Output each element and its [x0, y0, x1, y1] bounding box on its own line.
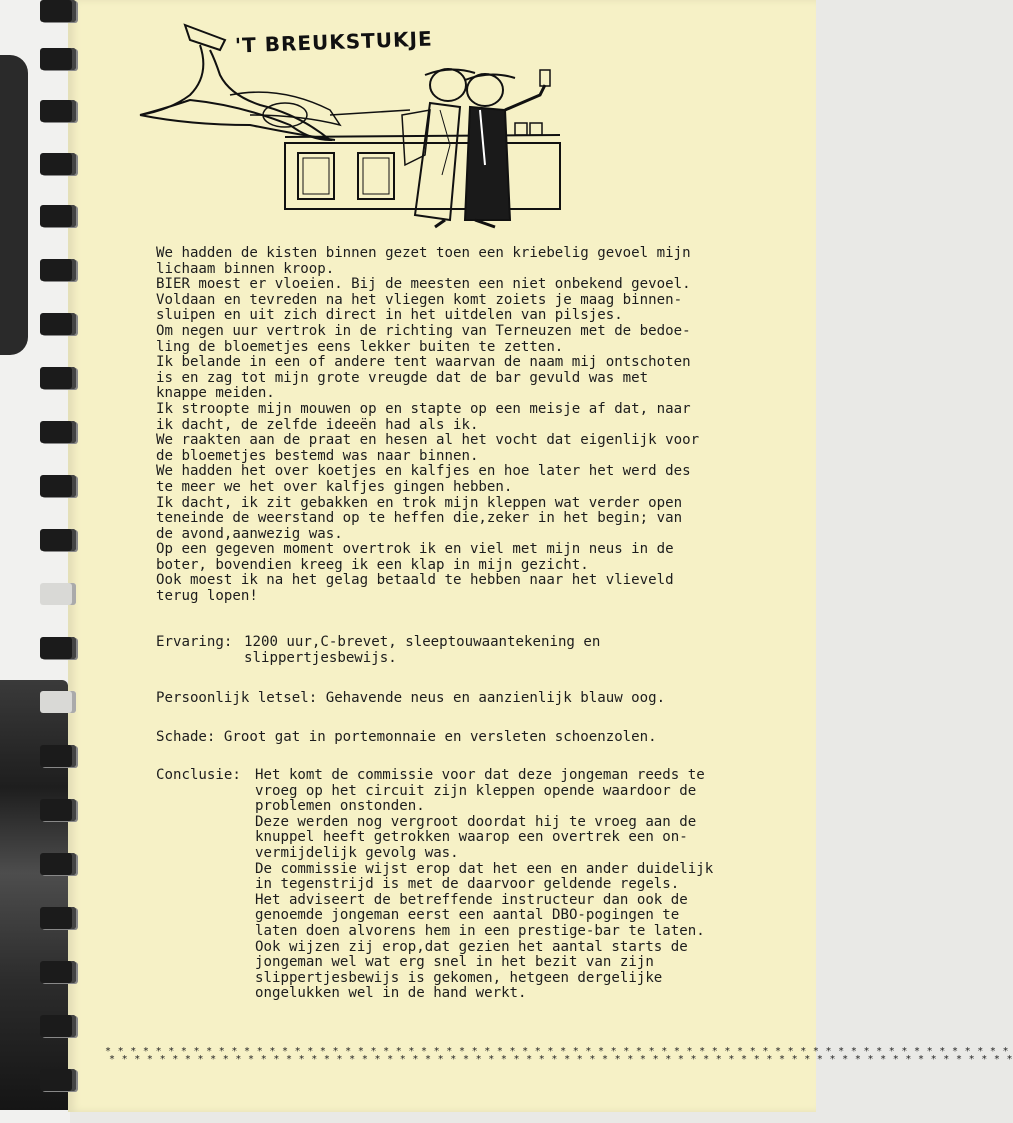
- story-line: BIER moest er vloeien. Bij de meesten een niet onbekend gevoel.: [156, 276, 691, 293]
- conclusie-line: jongeman wel wat erg snel in het bezit van zijn: [255, 954, 654, 971]
- binding-ring: [40, 100, 76, 122]
- star-divider-bottom: * * * * * * * * * * * * * * * * * * * * * * * * * * * * * * * * * * * * * * * * * * * * * * * * * * * * * * * * * * * * * * * * * * * * * * * *: [109, 1054, 1013, 1065]
- conclusie-line: vroeg op het circuit zijn kleppen opende waardoor de: [255, 782, 697, 799]
- binding-ring: [40, 691, 76, 713]
- story-line: boter, bovendien kreeg ik een klap in mijn gezicht.: [156, 556, 589, 573]
- conclusie-line: vermijdelijk gevolg was.: [255, 844, 459, 861]
- story-line: We hadden de kisten binnen gezet toen een kriebelig gevoel mijn: [156, 245, 691, 261]
- story-line: lichaam binnen kroop.: [156, 260, 335, 277]
- conclusie-line: slippertjesbewijs is gekomen, hetgeen dergelijke: [255, 969, 663, 986]
- binding-ring: [40, 1069, 76, 1091]
- binding-ring: [40, 637, 76, 659]
- binding-ring: [40, 1015, 76, 1037]
- previous-page-shadow: [0, 55, 28, 355]
- story-line: Voldaan en tevreden na het vliegen komt zoiets je maag binnen-: [156, 291, 683, 308]
- story-line: Op een gegeven moment overtrok ik en viel met mijn neus in de: [156, 541, 674, 558]
- story-line: knappe meiden.: [156, 385, 275, 402]
- conclusie-line: Deze werden nog vergroot doordat hij te vroeg aan de: [255, 813, 697, 830]
- binding-ring: [40, 313, 76, 335]
- binding-ring: [40, 907, 76, 929]
- binding-ring: [40, 48, 76, 70]
- binding-ring: [40, 853, 76, 875]
- binding-ring: [40, 529, 76, 551]
- binding-ring: [40, 799, 76, 821]
- binding-ring: [40, 153, 76, 175]
- page-title: 'T BREUKSTUKJE: [234, 26, 434, 58]
- conclusie-line: Het komt de commissie voor dat deze jongeman reeds te: [255, 767, 705, 783]
- story-line: teneinde de weerstand op te heffen die,zeker in het begin; van: [156, 510, 683, 527]
- binding-ring: [40, 475, 76, 497]
- story-line: ik dacht, de zelfde ideeën had als ik.: [156, 416, 479, 433]
- story-line: ling de bloemetjes eens lekker buiten te zetten.: [156, 338, 564, 355]
- story-line: Ik dacht, ik zit gebakken en trok mijn kleppen wat verder open: [156, 494, 683, 511]
- story-line: Ik belande in een of andere tent waarvan de naam mij ontschoten: [156, 354, 691, 371]
- conclusie-label: Conclusie:: [156, 767, 241, 783]
- ervaring-label: Ervaring:: [156, 634, 233, 650]
- story-line: de bloemetjes bestemd was naar binnen.: [156, 447, 479, 464]
- binding-ring: [40, 583, 76, 605]
- conclusie-line: in tegenstrijd is met de daarvoor geldende regels.: [255, 876, 680, 893]
- conclusie-line: ongelukken wel in de hand werkt.: [255, 985, 527, 1002]
- conclusie-line: Ook wijzen zij erop,dat gezien het aantal starts de: [255, 938, 688, 955]
- spiral-binding: [38, 0, 78, 1123]
- ervaring-line-2: slippertjesbewijs.: [244, 650, 397, 666]
- story-line: is en zag tot mijn grote vreugde dat de bar gevuld was met: [156, 369, 649, 386]
- binding-ring: [40, 745, 76, 767]
- binding-ring: [40, 0, 76, 22]
- story-line: te meer we het over kalfjes gingen hebben.: [156, 478, 513, 495]
- story-line: We hadden het over koetjes en kalfjes en hoe later het werd des: [156, 463, 691, 480]
- letsel-text: Persoonlijk letsel: Gehavende neus en aanzienlijk blauw oog.: [156, 690, 666, 706]
- story-line: We raakten aan de praat en hesen al het vocht dat eigenlijk voor: [156, 432, 700, 449]
- conclusie-line: Het adviseert de betreffende instructeur dan ook de: [255, 891, 688, 908]
- story-line: Om negen uur vertrok in de richting van Terneuzen met de bedoe-: [156, 322, 691, 339]
- conclusie-text: [255, 768, 755, 1002]
- conclusie-line: knuppel heeft getrokken waarop een overtrek een on-: [255, 829, 688, 846]
- story-text: [156, 246, 756, 605]
- conclusie-line: De commissie wijst erop dat het een en ander duidelijk: [255, 860, 714, 877]
- conclusie-line: genoemde jongeman eerst een aantal DBO-pogingen te: [255, 907, 680, 924]
- star-divider-top: * * * * * * * * * * * * * * * * * * * * * * * * * * * * * * * * * * * * * * * * * * * * * * * * * * * * * * * * * * * * * * * * * * * * * * * *: [105, 1046, 1009, 1057]
- ervaring-line-1: 1200 uur,C-brevet, sleeptouwaantekening en: [244, 634, 601, 650]
- story-line: terug lopen!: [156, 588, 258, 605]
- binding-ring: [40, 367, 76, 389]
- binding-ring: [40, 961, 76, 983]
- binding-ring: [40, 259, 76, 281]
- schade-text: Schade: Groot gat in portemonnaie en versleten schoenzolen.: [156, 729, 657, 745]
- binding-ring: [40, 421, 76, 443]
- story-line: Ook moest ik na het gelag betaald te hebben naar het vlieveld: [156, 572, 674, 589]
- binding-ring: [40, 205, 76, 227]
- story-line: Ik stroopte mijn mouwen op en stapte op een meisje af dat, naar: [156, 400, 691, 417]
- story-line: sluipen en uit zich direct in het uitdelen van pilsjes.: [156, 307, 623, 324]
- story-line: de avond,aanwezig was.: [156, 525, 343, 542]
- conclusie-line: problemen onstonden.: [255, 798, 425, 815]
- conclusie-line: laten doen alvorens hem in een prestige-bar te laten.: [255, 922, 705, 939]
